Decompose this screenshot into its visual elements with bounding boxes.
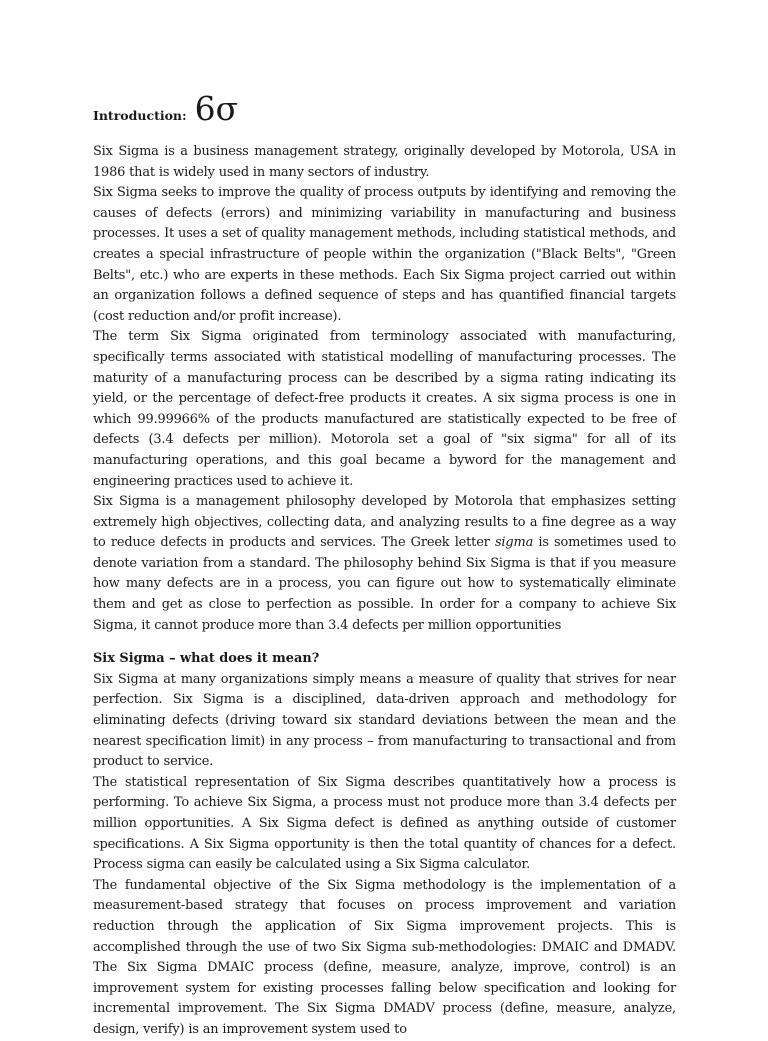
paragraph-terminology: The term Six Sigma originated from terminology associated with manufacturing, specifically terms associated with statistical modelling of manufacturing processes. The maturity of a manufacturing process can be described by a sigma rating indicating its yield, or the percentage of defect-free products it creates. A six sigma process is one in which 99.99966% of the products manufactured are statistically expected to be free of defects (3.4 defects per million). Motorola set a goal of "six sigma" for all of its manufacturing operations, and this goal became a byword for the management and engineering practices used to achieve it. xyxy=(93,329,676,489)
six-sigma-symbol: 6σ xyxy=(194,89,239,128)
paragraph-objective: The fundamental objective of the Six Sigma methodology is the implementation of a measurement-based strategy that focuses on process improvement and variation reduction through the application of Six Sigma improvement projects. This is accomplished through the use of two Six Sigma sub-methodologies: DMAIC and DMADV. The Six Sigma DMAIC process (define, measure, analyze, improve, control) is an improvement system for existing processes falling below specification and looking for incremental improvement. The Six Sigma DMADV process (define, measure, analyze, design, verify) is an improvement system used to xyxy=(93,877,676,1037)
intro-label: Introduction: xyxy=(93,107,187,123)
paragraph-statistical: The statistical representation of Six Sigma describes quantitatively how a process is performing. To achieve Six Sigma, a process must not produce more than 3.4 defects per million opportunities. A Six Sigma defect is defined as anything outside of customer specifications. A Six Sigma opportunity is then the total quantity of chances for a defect. Process sigma can easily be calculated using a Six Sigma calculator. xyxy=(93,774,676,873)
philosophy-text-end: is sometimes used to denote variation from a standard. The philosophy behind Six Sigma is that if you measure how many defects are in a process, you can figure out how to systematically eliminate them and get as close to perfection as possible. In order for a company to achieve Six Sigma, it cannot produce more than 3.4 defects per million opportunities xyxy=(93,535,677,633)
paragraph-meaning: Six Sigma at many organizations simply means a measure of quality that strives for near perfection. Six Sigma is a disciplined, data-driven approach and methodology for eliminating defects (driving toward six standard deviations between the mean and the nearest specification limit) in any process – from manufacturing to transactional and from product to service. xyxy=(93,671,676,770)
sigma-italic: sigma xyxy=(494,535,534,551)
paragraph-intro: Six Sigma is a business management strategy, originally developed by Motorola, USA in 1986 that is widely used in many sectors of industry. xyxy=(93,144,676,180)
philosophy-text-start: Six Sigma is a management philosophy developed by Motorola that emphasizes setting extremely high objectives, collecting data, and analyzing results to a fine degree as a way to reduce defects in products and services. The Greek letter xyxy=(93,494,676,551)
paragraph-quality: Six Sigma seeks to improve the quality of process outputs by identifying and removing the causes of defects (errors) and minimizing variability in manufacturing and business processes. It uses a set of quality management methods, including statistical methods, and creates a special infrastructure of people within the organization ("Black Belts", "Green Belts", etc.) who are experts in these methods. Each Six Sigma project carried out within an organization follows a defined sequence of steps and has quantified financial targets (cost reduction and/or profit increase). xyxy=(93,185,676,324)
document-page xyxy=(93,0,676,1041)
intro-heading xyxy=(93,90,676,130)
paragraph-philosophy xyxy=(93,492,676,636)
section-heading-meaning: Six Sigma – what does it mean? xyxy=(93,651,320,667)
